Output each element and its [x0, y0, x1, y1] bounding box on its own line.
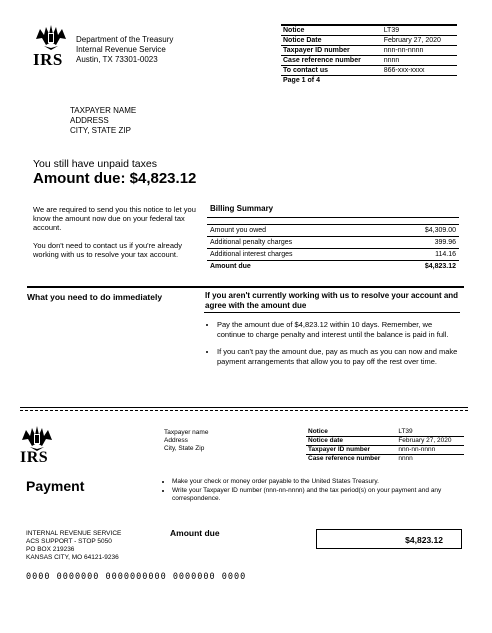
scanline: 0000 0000000 0000000000 0000000 0000: [26, 572, 247, 582]
agency-line: Internal Revenue Service: [76, 45, 166, 54]
irs-address-line: ACS SUPPORT - STOP 5050: [26, 538, 112, 545]
irs-logo-text: IRS: [20, 449, 49, 466]
stub-notice-date-value: February 27, 2020: [396, 437, 464, 446]
stub-amount-due-label: Amount due: [170, 528, 220, 538]
taxpayer-id-label: Taxpayer ID number: [281, 46, 382, 56]
billing-row-value: $4,309.00: [384, 225, 459, 237]
stub-case-ref-label: Case reference number: [308, 455, 381, 462]
agency-address: [76, 35, 173, 65]
case-ref-label: Case reference number: [281, 56, 382, 66]
payment-instruction: • Write your Taxpayer ID number (nnn-nn-nnnn) and the tax period(s) on your payment and any correspondence.: [172, 487, 463, 503]
irs-address-line: PO BOX 219236: [26, 546, 75, 553]
billing-row-label: Additional penalty charges: [207, 237, 384, 249]
stub-notice-label: Notice: [306, 428, 396, 437]
stub-taxpayer-line: City, State Zip: [164, 445, 205, 452]
notice-date-value: February 27, 2020: [382, 36, 457, 46]
notice-explanation: [33, 205, 196, 259]
irs-logo-text: IRS: [33, 50, 63, 69]
unpaid-taxes-text: You still have unpaid taxes: [33, 158, 157, 170]
irs-mailing-address: [26, 530, 121, 562]
agency-line: Austin, TX 73301-0023: [76, 55, 158, 64]
tear-line-dashed: [20, 410, 468, 411]
action-heading: What you need to do immediately: [27, 292, 163, 302]
stub-taxpayer-line: Address: [164, 437, 188, 444]
billing-row-value: 399.96: [384, 237, 459, 249]
stub-case-ref-value: nnnn: [398, 455, 413, 462]
stub-notice-value: LT39: [396, 428, 464, 437]
billing-summary-title: Billing Summary: [207, 204, 459, 218]
notice-info-table: [281, 24, 457, 85]
stub-notice-table: [306, 428, 464, 463]
stub-taxpayer-address: [164, 429, 208, 453]
amount-due-heading: Amount due: $4,823.12: [33, 170, 197, 187]
agency-line: Department of the Treasury: [76, 35, 174, 44]
notice-label: Notice: [281, 26, 382, 36]
contact-value: 866-xxx-xxxx: [382, 66, 457, 76]
taxpayer-id-value: nnn-nn-nnnn: [382, 46, 457, 56]
billing-summary: [207, 204, 459, 272]
irs-address-line: KANSAS CITY, MO 64121-9236: [26, 554, 119, 561]
action-subdivider: [204, 312, 460, 313]
stub-amount-due-value: $4,823.12: [405, 535, 443, 545]
payment-instructions: [163, 478, 463, 504]
billing-row-value: 114.16: [384, 249, 459, 261]
billing-row-label: Additional interest charges: [207, 249, 384, 261]
taxpayer-address: [70, 106, 136, 136]
action-bullet: • Pay the amount due of $4,823.12 within 10 days. Remember, we continue to charge penalty and interest until the balance is paid in full.: [217, 320, 458, 339]
notice-date-label: Notice Date: [281, 36, 382, 46]
taxpayer-line: CITY, STATE ZIP: [70, 126, 131, 135]
stub-taxpayer-id-value: nnn-nn-nnnn: [396, 446, 464, 455]
page-number-value: [382, 76, 457, 86]
tear-line-solid: [20, 407, 468, 408]
billing-row-label: Amount you owed: [207, 225, 384, 237]
case-ref-value: nnnn: [382, 56, 457, 66]
action-bullet: • If you can't pay the amount due, pay as much as you can now and make payment arrangements that allow you to pay off the rest over time.: [217, 347, 458, 366]
notice-value: LT39: [382, 26, 457, 36]
stub-taxpayer-id-label: Taxpayer ID number: [306, 446, 396, 455]
payment-instruction: • Make your check or money order payable to the United States Treasury.: [172, 478, 463, 486]
paragraph: We are required to send you this notice to let you know the amount now due on your federal tax account.: [33, 205, 196, 232]
paragraph: You don't need to contact us if you're already working with us to resolve your tax account.: [33, 241, 182, 259]
taxpayer-line: ADDRESS: [70, 116, 109, 125]
billing-total-label: Amount due: [210, 263, 251, 270]
stub-taxpayer-line: Taxpayer name: [164, 429, 209, 436]
action-subheading: If you aren't currently working with us to resolve your account and agree with the amount due: [205, 291, 459, 310]
action-bullets: [206, 320, 458, 374]
page-number: Page 1 of 4: [283, 77, 320, 84]
billing-total-value: $4,823.12: [424, 263, 456, 270]
section-divider: [27, 286, 464, 288]
irs-address-line: INTERNAL REVENUE SERVICE: [26, 530, 122, 537]
irs-eagle-icon: [34, 25, 68, 51]
stub-amount-due-box: [316, 529, 462, 549]
taxpayer-line: TAXPAYER NAME: [70, 106, 137, 115]
contact-label: To contact us: [281, 66, 382, 76]
payment-title: Payment: [26, 478, 85, 494]
stub-notice-date-label: Notice date: [306, 437, 396, 446]
